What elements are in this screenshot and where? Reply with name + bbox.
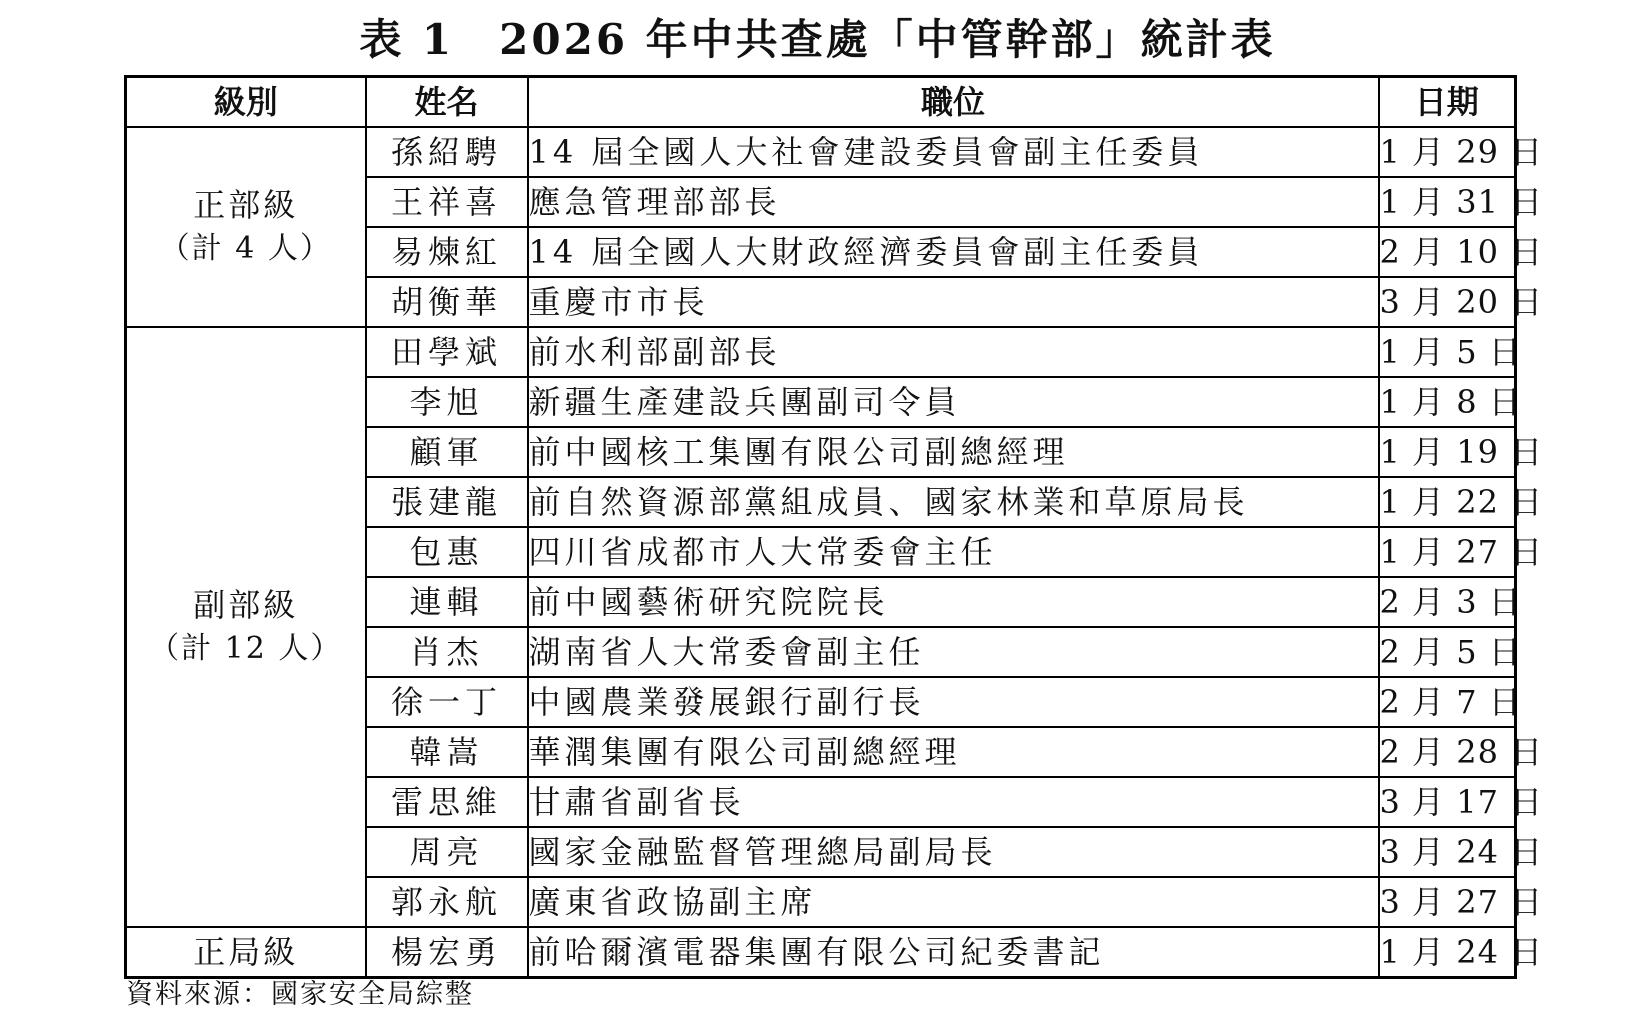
level-cell	[126, 327, 366, 927]
position-cell: 應急管理部部長	[528, 177, 1379, 227]
date-cell: 1 月 8 日	[1379, 377, 1516, 427]
table-header-row	[126, 77, 1516, 128]
position-cell: 四川省成都市人大常委會主任	[528, 527, 1379, 577]
name-cell: 連輯	[366, 577, 528, 627]
name-cell: 韓嵩	[366, 727, 528, 777]
name-cell: 郭永航	[366, 877, 528, 927]
date-cell: 1 月 29 日	[1379, 127, 1516, 177]
date-cell: 1 月 31 日	[1379, 177, 1516, 227]
date-cell: 2 月 10 日	[1379, 227, 1516, 277]
name-cell: 王祥喜	[366, 177, 528, 227]
name-cell: 包惠	[366, 527, 528, 577]
name-cell: 張建龍	[366, 477, 528, 527]
statistics-table	[124, 75, 1544, 979]
position-cell: 新疆生產建設兵團副司令員	[528, 377, 1379, 427]
position-cell: 中國農業發展銀行副行長	[528, 677, 1379, 727]
position-cell: 國家金融監督管理總局副局長	[528, 827, 1379, 877]
header-position: 職位	[528, 77, 1379, 128]
level-count: （計 4 人）	[159, 231, 332, 266]
date-cell: 3 月 24 日	[1379, 827, 1516, 877]
header-name: 姓名	[366, 77, 528, 128]
table-row	[126, 927, 1516, 978]
position-cell: 前中國藝術研究院院長	[528, 577, 1379, 627]
date-cell: 3 月 20 日	[1379, 277, 1516, 327]
table-row	[126, 127, 1516, 177]
name-cell: 易煉紅	[366, 227, 528, 277]
level-cell	[126, 127, 366, 327]
position-cell: 華潤集團有限公司副總經理	[528, 727, 1379, 777]
name-cell: 雷思維	[366, 777, 528, 827]
level-count: （計 12 人）	[149, 631, 343, 666]
date-cell: 1 月 5 日	[1379, 327, 1516, 377]
source-note: 資料來源：國家安全局綜整	[126, 979, 474, 1010]
level-label: 正局級	[193, 933, 299, 971]
header-level: 級別	[126, 77, 366, 128]
table-row	[126, 327, 1516, 377]
position-cell: 前中國核工集團有限公司副總經理	[528, 427, 1379, 477]
position-cell: 湖南省人大常委會副主任	[528, 627, 1379, 677]
position-cell: 14 屆全國人大財政經濟委員會副主任委員	[528, 227, 1379, 277]
date-cell: 2 月 3 日	[1379, 577, 1516, 627]
name-cell: 周亮	[366, 827, 528, 877]
date-cell: 2 月 5 日	[1379, 627, 1516, 677]
page-title: 表 1 2026 年中共查處「中管幹部」統計表	[359, 15, 1276, 64]
name-cell: 徐一丁	[366, 677, 528, 727]
level-label: 副部級	[193, 586, 299, 624]
level-cell	[126, 927, 366, 978]
name-cell: 李旭	[366, 377, 528, 427]
name-cell: 楊宏勇	[366, 927, 528, 978]
position-cell: 14 屆全國人大社會建設委員會副主任委員	[528, 127, 1379, 177]
level-label: 正部級	[193, 186, 299, 224]
position-cell: 甘肅省副省長	[528, 777, 1379, 827]
header-date: 日期	[1379, 77, 1516, 128]
date-cell: 2 月 7 日	[1379, 677, 1516, 727]
position-cell: 前哈爾濱電器集團有限公司紀委書記	[528, 927, 1379, 978]
name-cell: 顧軍	[366, 427, 528, 477]
date-cell: 2 月 28 日	[1379, 727, 1516, 777]
name-cell: 孫紹騁	[366, 127, 528, 177]
position-cell: 前水利部副部長	[528, 327, 1379, 377]
position-cell: 重慶市市長	[528, 277, 1379, 327]
name-cell: 胡衡華	[366, 277, 528, 327]
name-cell: 肖杰	[366, 627, 528, 677]
position-cell: 廣東省政協副主席	[528, 877, 1379, 927]
name-cell: 田學斌	[366, 327, 528, 377]
date-cell: 1 月 22 日	[1379, 477, 1516, 527]
date-cell: 1 月 24 日	[1379, 927, 1516, 978]
date-cell: 3 月 17 日	[1379, 777, 1516, 827]
date-cell: 1 月 19 日	[1379, 427, 1516, 477]
date-cell: 3 月 27 日	[1379, 877, 1516, 927]
date-cell: 1 月 27 日	[1379, 527, 1516, 577]
position-cell: 前自然資源部黨組成員、國家林業和草原局長	[528, 477, 1379, 527]
